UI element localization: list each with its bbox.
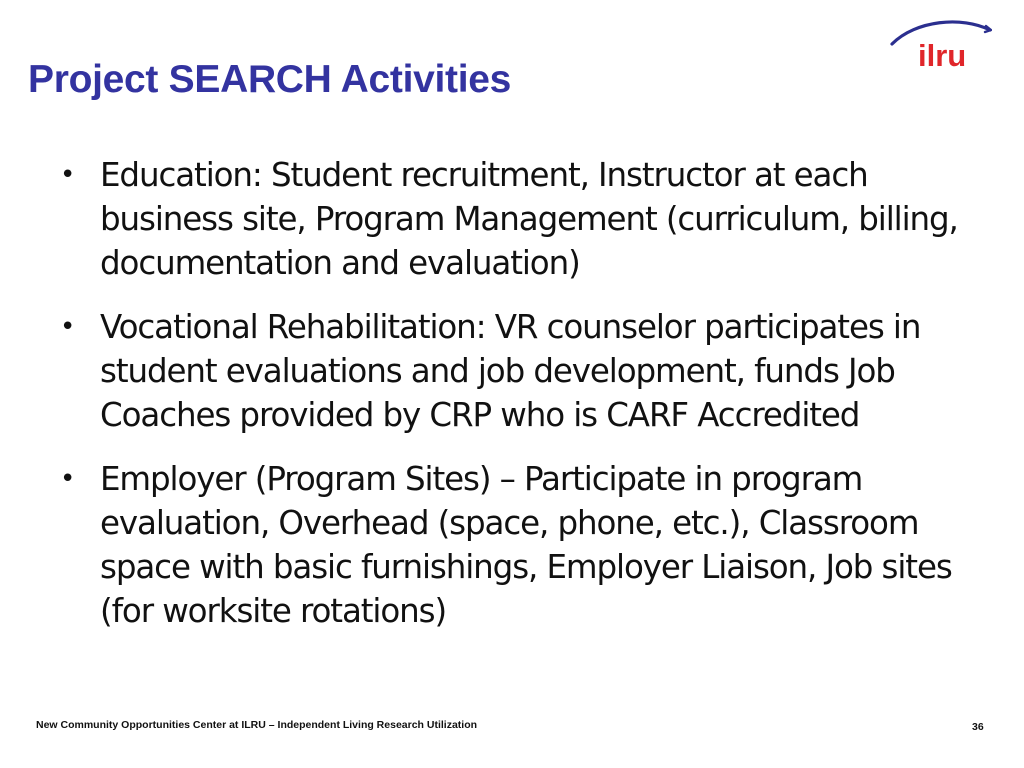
page-number: 36 <box>972 721 984 733</box>
bullet-icon: • <box>60 312 75 342</box>
bullet-employer <box>60 457 995 633</box>
footer-text: New Community Opportunities Center at ILRU – Independent Living Research Utilization <box>36 719 478 731</box>
bullet-list <box>60 153 995 653</box>
logo-wordmark: ilru <box>918 38 967 73</box>
bullet-text: Education: Student recruitment, Instructor at each business site, Program Management (curriculum, billing, documentation and evaluation) <box>100 156 958 282</box>
bullet-text: Vocational Rehabilitation: VR counselor participates in student evaluations and job development, funds Job Coaches provided by CRP who is CARF Accredited <box>100 308 921 434</box>
bullet-vocational-rehabilitation <box>60 305 995 437</box>
bullet-icon: • <box>60 160 75 190</box>
bullet-text: Employer (Program Sites) – Participate in program evaluation, Overhead (space, phone, etc.), Classroom space with basic furnishings, Employer Liaison, Job sites (for worksite rotations) <box>100 460 952 630</box>
slide-title: Project SEARCH Activities <box>28 58 512 101</box>
bullet-education <box>60 153 995 285</box>
ilru-logo-graphic <box>888 14 992 76</box>
bullet-icon: • <box>60 464 75 494</box>
ilru-logo <box>888 14 992 76</box>
